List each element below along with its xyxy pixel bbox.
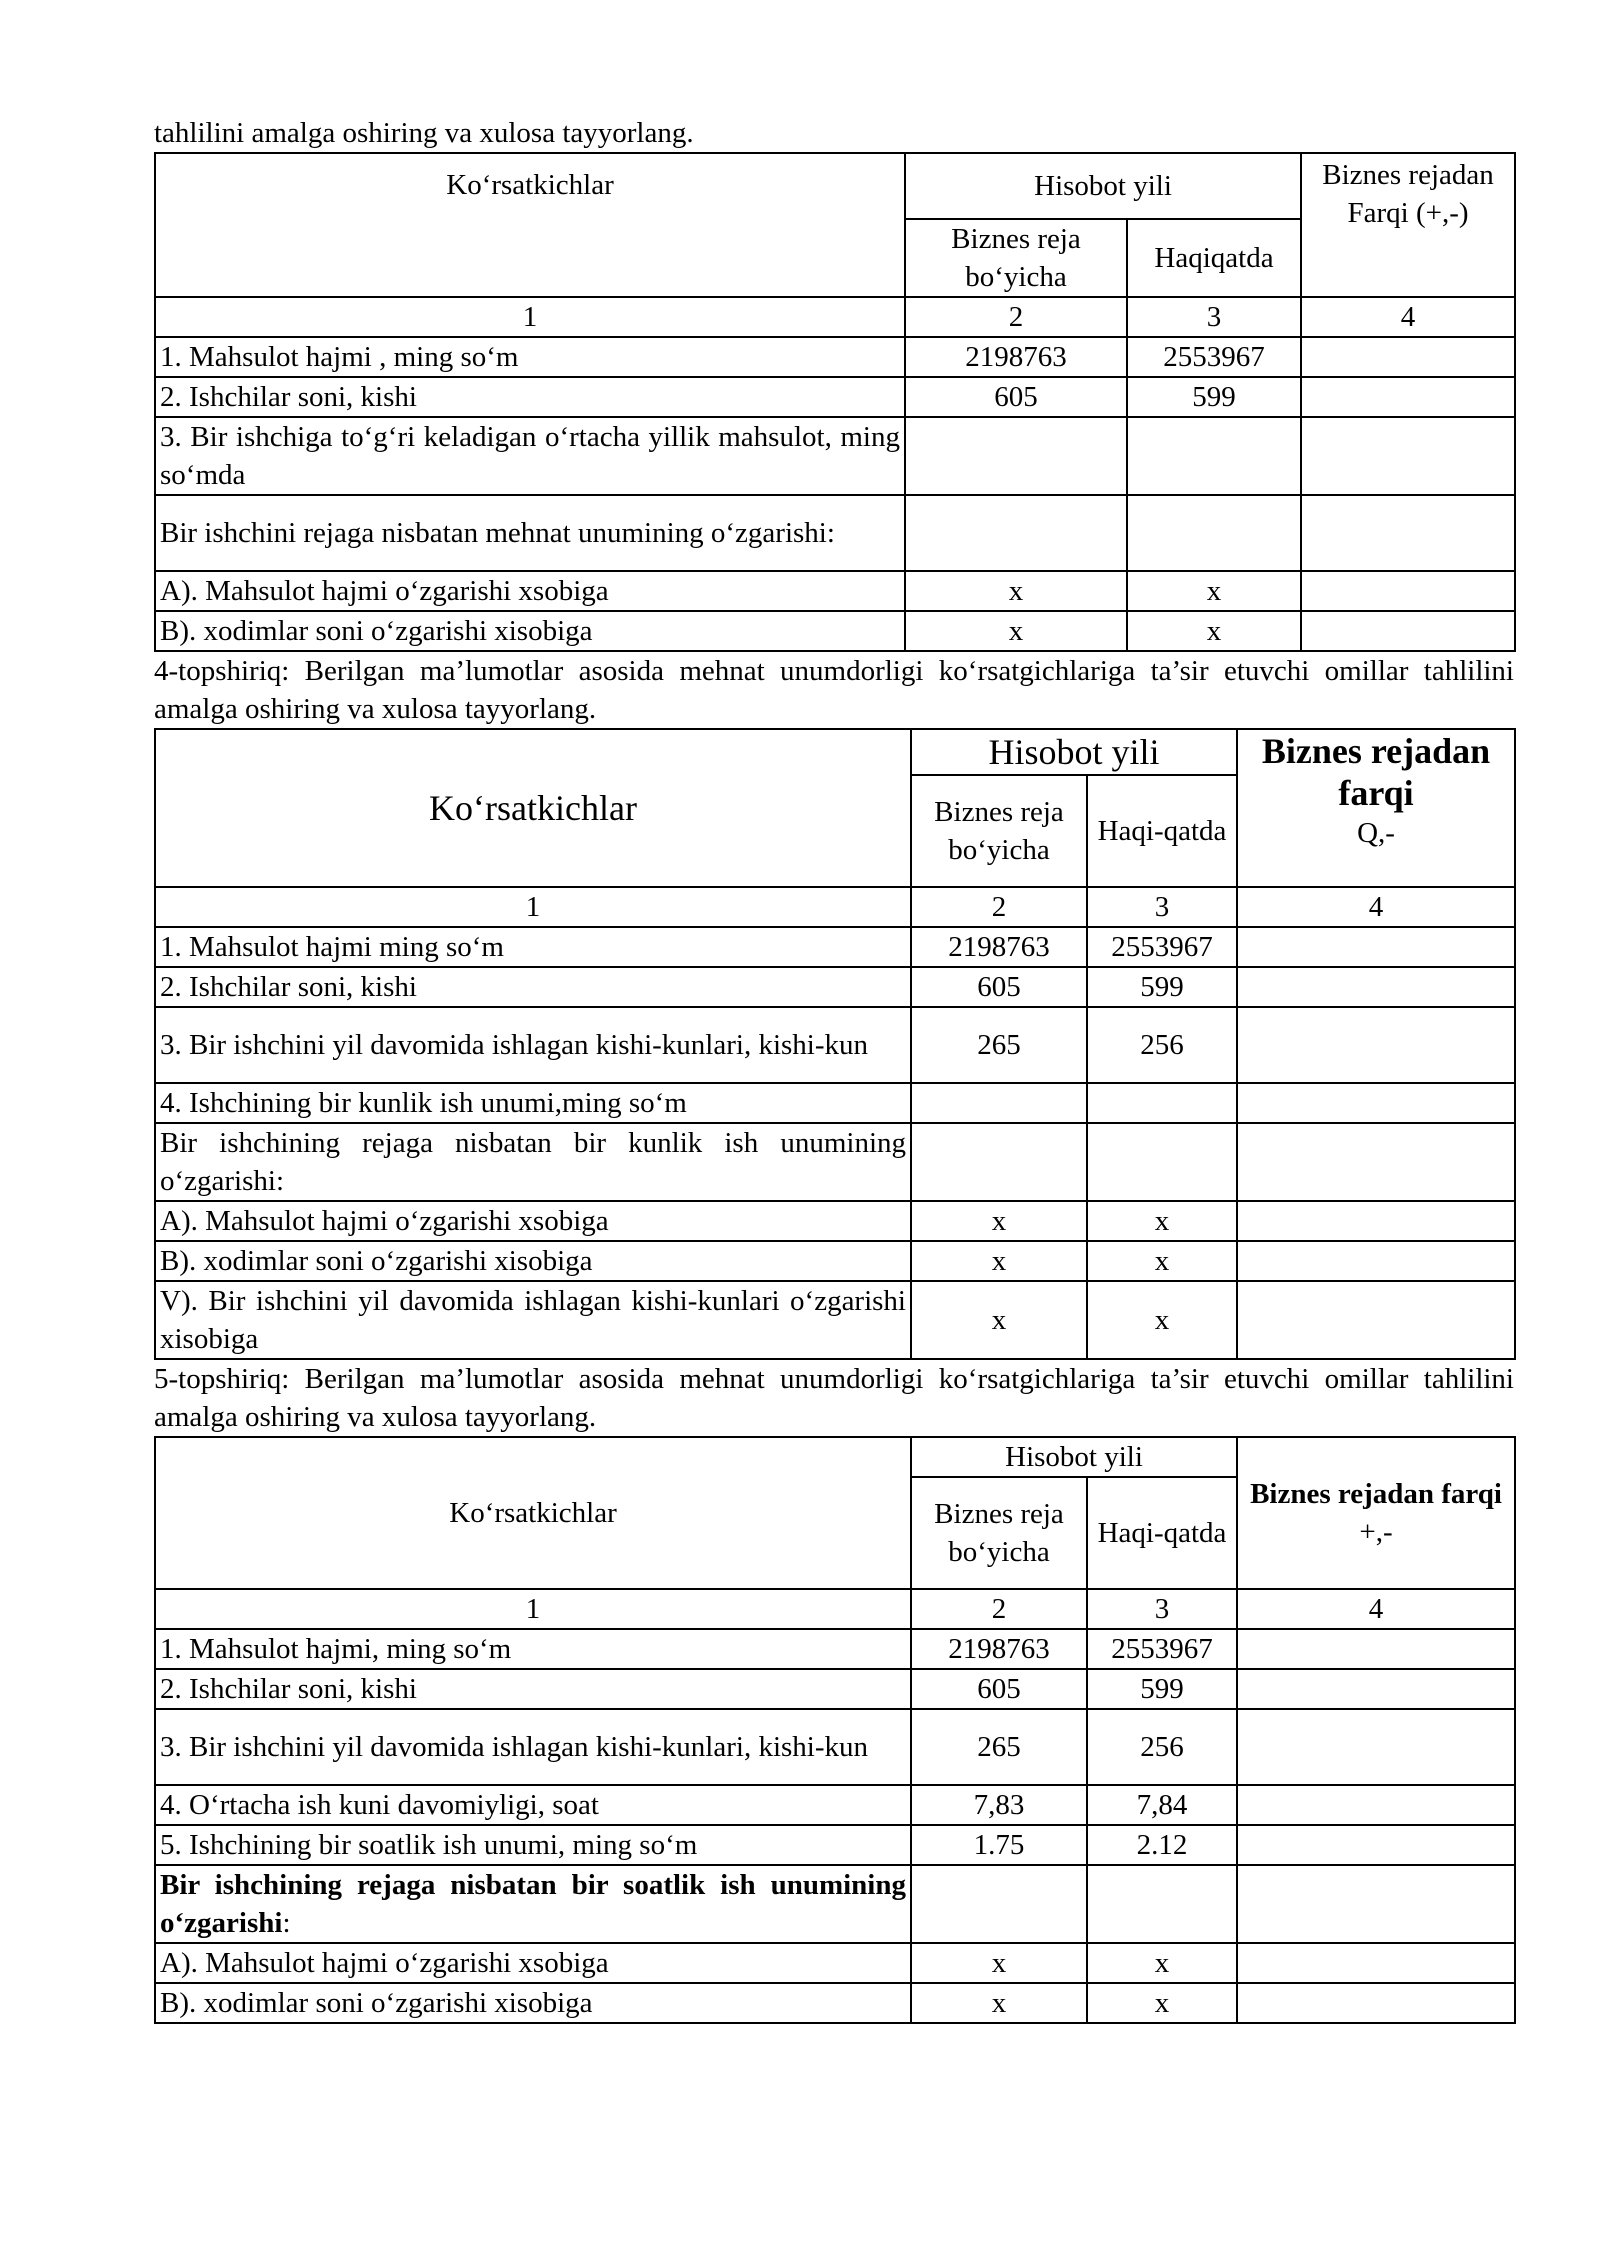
table-number-row [155, 1589, 1515, 1629]
plan-value: 1.75 [911, 1825, 1087, 1865]
difference-value [1301, 611, 1515, 651]
table-row [155, 1983, 1515, 2023]
col-number: 4 [1237, 1589, 1515, 1629]
header-actual: Haqiqatda [1127, 219, 1301, 297]
table-row [155, 1629, 1515, 1669]
table-row [155, 967, 1515, 1007]
table-row [155, 1865, 1515, 1943]
header-actual: Haqi-qatda [1087, 1477, 1237, 1589]
difference-value [1237, 1709, 1515, 1785]
header-difference-label: Biznes rejadan farqi [1261, 731, 1491, 813]
table-row [155, 1007, 1515, 1083]
plan-value: x [911, 1201, 1087, 1241]
table-row [155, 1123, 1515, 1201]
row-label: 3. Bir ishchini yil davomida ishlagan kishi-kunlari, kishi-kun [155, 1709, 911, 1785]
table-row [155, 1825, 1515, 1865]
table-row [155, 1201, 1515, 1241]
header-difference [1237, 1437, 1515, 1589]
table-task-4 [154, 728, 1516, 1360]
row-label: 1. Mahsulot hajmi , ming so‘m [155, 337, 905, 377]
actual-value: x [1127, 571, 1301, 611]
plan-value [905, 495, 1127, 571]
table-row [155, 495, 1515, 571]
difference-value [1237, 1865, 1515, 1943]
actual-value: x [1127, 611, 1301, 651]
actual-value: x [1087, 1241, 1237, 1281]
table-row [155, 1281, 1515, 1359]
col-number: 1 [155, 297, 905, 337]
actual-value [1087, 1865, 1237, 1943]
plan-value [911, 1865, 1087, 1943]
row-label: Bir ishchining rejaga nisbatan bir kunlik ish unumining o‘zgarishi: [155, 1123, 911, 1201]
difference-value [1301, 377, 1515, 417]
row-label: 4. O‘rtacha ish kuni davomiyligi, soat [155, 1785, 911, 1825]
plan-value: 2198763 [911, 927, 1087, 967]
row-label: 4. Ishchining bir kunlik ish unumi,ming so‘m [155, 1083, 911, 1123]
row-label: 3. Bir ishchiga to‘g‘ri keladigan o‘rtacha yillik mahsulot, ming so‘mda [155, 417, 905, 495]
table-number-row [155, 887, 1515, 927]
actual-value: 599 [1127, 377, 1301, 417]
difference-value [1237, 1007, 1515, 1083]
plan-value [905, 417, 1127, 495]
plan-value [911, 1123, 1087, 1201]
plan-value: 265 [911, 1709, 1087, 1785]
col-number: 4 [1237, 887, 1515, 927]
col-number: 1 [155, 1589, 911, 1629]
difference-value [1237, 1281, 1515, 1359]
table-row [155, 1785, 1515, 1825]
row-label: B). xodimlar soni o‘zgarishi xisobiga [155, 1241, 911, 1281]
actual-value: 2553967 [1127, 337, 1301, 377]
actual-value: x [1087, 1943, 1237, 1983]
difference-value [1237, 1241, 1515, 1281]
table-labor-productivity [154, 152, 1516, 652]
difference-value [1237, 1629, 1515, 1669]
row-label: A). Mahsulot hajmi o‘zgarishi xsobiga [155, 1943, 911, 1983]
row-label-tail: : [282, 1907, 291, 1939]
plan-value: x [911, 1983, 1087, 2023]
table-header-row [155, 153, 1515, 219]
col-number: 3 [1087, 1589, 1237, 1629]
header-plan: Biznes reja bo‘yicha [911, 775, 1087, 887]
actual-value: x [1087, 1281, 1237, 1359]
col-number: 1 [155, 887, 911, 927]
row-label: A). Mahsulot hajmi o‘zgarishi xsobiga [155, 1201, 911, 1241]
document-page [154, 114, 1514, 2024]
header-period: Hisobot yili [911, 1437, 1237, 1477]
actual-value [1127, 495, 1301, 571]
plan-value: x [905, 571, 1127, 611]
plan-value: x [911, 1281, 1087, 1359]
plan-value: x [911, 1943, 1087, 1983]
difference-value [1237, 1083, 1515, 1123]
table-row [155, 337, 1515, 377]
header-difference [1301, 153, 1515, 297]
actual-value: 2553967 [1087, 927, 1237, 967]
col-number: 3 [1127, 297, 1301, 337]
header-plan: Biznes reja bo‘yicha [905, 219, 1127, 297]
difference-value [1237, 1825, 1515, 1865]
difference-value [1237, 1123, 1515, 1201]
row-label: 2. Ishchilar soni, kishi [155, 377, 905, 417]
col-number: 3 [1087, 887, 1237, 927]
table-row [155, 1709, 1515, 1785]
actual-value [1127, 417, 1301, 495]
header-indicators: Ko‘rsatkichlar [155, 729, 911, 887]
row-label: 3. Bir ishchini yil davomida ishlagan kishi-kunlari, kishi-kun [155, 1007, 911, 1083]
actual-value: 7,84 [1087, 1785, 1237, 1825]
table-task-5 [154, 1436, 1516, 2024]
col-number: 2 [911, 1589, 1087, 1629]
plan-value: 2198763 [905, 337, 1127, 377]
col-number: 2 [911, 887, 1087, 927]
plan-value: x [905, 611, 1127, 651]
header-difference-sign: Q,- [1357, 817, 1395, 849]
intro-line: tahlilini amalga oshiring va xulosa tayyorlang. [154, 117, 694, 149]
plan-value: 2198763 [911, 1629, 1087, 1669]
header-plan: Biznes reja bo‘yicha [911, 1477, 1087, 1589]
actual-value: 599 [1087, 1669, 1237, 1709]
task-4-text: 4-topshiriq: Berilgan ma’lumotlar asosida mehnat unumdorligi ko‘rsatgichlariga ta’sir etuvchi omillar tahlilini amalga oshiring va xulosa tayyorlang. [154, 655, 1514, 725]
actual-value: 599 [1087, 967, 1237, 1007]
task-5-text: 5-topshiriq: Berilgan ma’lumotlar asosida mehnat unumdorligi ko‘rsatgichlariga ta’sir etuvchi omillar tahlilini amalga oshiring va xulosa tayyorlang. [154, 1363, 1514, 1433]
actual-value: x [1087, 1983, 1237, 2023]
difference-value [1237, 927, 1515, 967]
plan-value: 605 [911, 967, 1087, 1007]
header-difference-label: Biznes rejadan farqi [1250, 1478, 1502, 1510]
header-indicators: Ko‘rsatkichlar [155, 153, 905, 297]
table-row [155, 571, 1515, 611]
header-period: Hisobot yili [911, 729, 1237, 775]
difference-value [1237, 1943, 1515, 1983]
plan-value [911, 1083, 1087, 1123]
row-label: Bir ishchini rejaga nisbatan mehnat unumining o‘zgarishi: [155, 495, 905, 571]
table-number-row [155, 297, 1515, 337]
row-label: B). xodimlar soni o‘zgarishi xisobiga [155, 611, 905, 651]
difference-value [1301, 571, 1515, 611]
actual-value: 256 [1087, 1709, 1237, 1785]
table-row [155, 927, 1515, 967]
difference-value [1237, 1201, 1515, 1241]
header-actual: Haqi-qatda [1087, 775, 1237, 887]
table-row [155, 1943, 1515, 1983]
difference-value [1301, 495, 1515, 571]
difference-value [1237, 1983, 1515, 2023]
row-label: 5. Ishchining bir soatlik ish unumi, ming so‘m [155, 1825, 911, 1865]
plan-value: 605 [905, 377, 1127, 417]
row-label: 2. Ishchilar soni, kishi [155, 1669, 911, 1709]
table-row [155, 1241, 1515, 1281]
row-label: 2. Ishchilar soni, kishi [155, 967, 911, 1007]
header-indicators: Ko‘rsatkichlar [155, 1437, 911, 1589]
col-number: 2 [905, 297, 1127, 337]
row-label [155, 1865, 911, 1943]
header-period: Hisobot yili [905, 153, 1301, 219]
table-row [155, 1669, 1515, 1709]
difference-value [1237, 1669, 1515, 1709]
row-label: A). Mahsulot hajmi o‘zgarishi xsobiga [155, 571, 905, 611]
table-header-row [155, 1437, 1515, 1477]
actual-value: 2553967 [1087, 1629, 1237, 1669]
table-row [155, 1083, 1515, 1123]
actual-value: 256 [1087, 1007, 1237, 1083]
actual-value [1087, 1123, 1237, 1201]
header-difference-sign: +,- [1359, 1516, 1393, 1548]
table-row [155, 611, 1515, 651]
plan-value: 7,83 [911, 1785, 1087, 1825]
row-label: 1. Mahsulot hajmi ming so‘m [155, 927, 911, 967]
table-row [155, 417, 1515, 495]
row-label: B). xodimlar soni o‘zgarishi xisobiga [155, 1983, 911, 2023]
table-header-row [155, 729, 1515, 775]
difference-value [1301, 417, 1515, 495]
header-difference [1237, 729, 1515, 887]
actual-value: x [1087, 1201, 1237, 1241]
difference-value [1237, 967, 1515, 1007]
plan-value: x [911, 1241, 1087, 1281]
plan-value: 265 [911, 1007, 1087, 1083]
col-number: 4 [1301, 297, 1515, 337]
header-difference-label: Biznes rejadan Farqi [1322, 159, 1494, 229]
row-label: 1. Mahsulot hajmi, ming so‘m [155, 1629, 911, 1669]
row-label-bold: Bir ishchining rejaga nisbatan bir soatlik ish unumining o‘zgarishi [160, 1869, 906, 1939]
difference-value [1237, 1785, 1515, 1825]
actual-value [1087, 1083, 1237, 1123]
difference-value [1301, 337, 1515, 377]
plan-value: 605 [911, 1669, 1087, 1709]
header-difference-sign: (+,-) [1415, 197, 1469, 229]
table-row [155, 377, 1515, 417]
row-label: V). Bir ishchini yil davomida ishlagan kishi-kunlari o‘zgarishi xisobiga [155, 1281, 911, 1359]
actual-value: 2.12 [1087, 1825, 1237, 1865]
